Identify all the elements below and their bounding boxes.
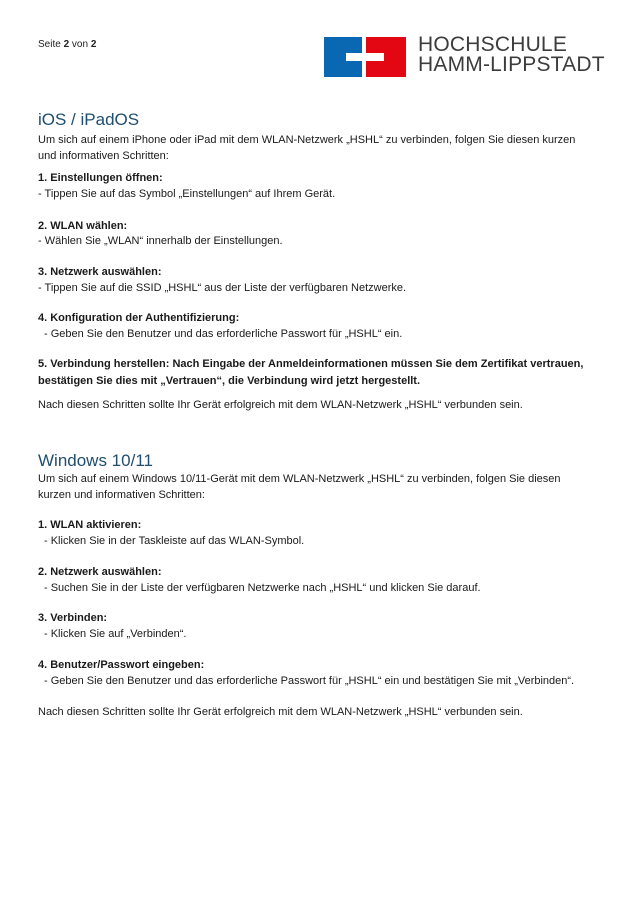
logo-line-1: HOCHSCHULE [418, 33, 568, 56]
section-intro-line: Um sich auf einem iPhone oder iPad mit dem WLAN-Netzwerk „HSHL“ zu verbinden, folgen Sie diesen kurzen [38, 134, 576, 146]
step-text: - Geben Sie den Benutzer und das erforderliche Passwort für „HSHL“ ein und bestätigen Sie mit „Verbinden“. [44, 675, 575, 687]
page-label: Seite [38, 39, 61, 50]
step-title: 3. Verbinden: [38, 612, 108, 624]
hshl-logo-icon [324, 37, 406, 77]
step-text: - Wählen Sie „WLAN“ innerhalb der Einstellungen. [38, 235, 283, 247]
step-text: - Geben Sie den Benutzer und das erforderliche Passwort für „HSHL“ ein. [44, 328, 403, 340]
page-total: 2 [90, 39, 97, 50]
section-outro: Nach diesen Schritten sollte Ihr Gerät erfolgreich mit dem WLAN-Netzwerk „HSHL“ verbunden sein. [38, 706, 523, 718]
page-of: von [71, 39, 89, 50]
section-intro-line: kurzen und informativen Schritten: [38, 489, 205, 501]
step-title: 4. Konfiguration der Authentifizierung: [38, 312, 240, 324]
step-text: - Suchen Sie in der Liste der verfügbaren Netzwerke nach „HSHL“ und klicken Sie darauf. [44, 582, 481, 594]
step-text: - Tippen Sie auf das Symbol „Einstellungen“ auf Ihrem Gerät. [38, 188, 336, 200]
logo-line-2: HAMM-LIPPSTADT [418, 53, 605, 76]
step-text: - Klicken Sie auf „Verbinden“. [44, 628, 187, 640]
step-title: 4. Benutzer/Passwort eingeben: [38, 659, 205, 671]
step-title: 2. WLAN wählen: [38, 220, 128, 232]
step-text: bestätigen Sie dies mit „Vertrauen“, die Verbindung wird jetzt hergestellt. [38, 375, 421, 387]
step-title: 1. Einstellungen öffnen: [38, 172, 163, 184]
section-intro-line: und informativen Schritten: [38, 150, 169, 162]
step-text: - Tippen Sie auf die SSID „HSHL“ aus der Liste der verfügbaren Netzwerke. [38, 282, 407, 294]
step-title: 2. Netzwerk auswählen: [38, 566, 162, 578]
page-current: 2 [63, 39, 70, 50]
logo-wordmark [418, 35, 605, 75]
section-title-windows: Windows 10/11 [38, 451, 153, 470]
step-title: 1. WLAN aktivieren: [38, 519, 142, 531]
page-number [38, 39, 96, 50]
step-title: 3. Netzwerk auswählen: [38, 266, 162, 278]
logo-white-bar-left [346, 53, 362, 61]
step-text: - Klicken Sie in der Taskleiste auf das WLAN-Symbol. [44, 535, 305, 547]
section-title-ios: iOS / iPadOS [38, 110, 140, 129]
step-title: 5. Verbindung herstellen: Nach Eingabe der Anmeldeinformationen müssen Sie dem Zertifikat vertrauen, [38, 358, 584, 370]
section-intro-line: Um sich auf einem Windows 10/11-Gerät mit dem WLAN-Netzwerk „HSHL“ zu verbinden, folgen Sie diesen [38, 473, 561, 485]
section-outro: Nach diesen Schritten sollte Ihr Gerät erfolgreich mit dem WLAN-Netzwerk „HSHL“ verbunden sein. [38, 399, 523, 411]
logo-white-bar-right [366, 53, 384, 61]
